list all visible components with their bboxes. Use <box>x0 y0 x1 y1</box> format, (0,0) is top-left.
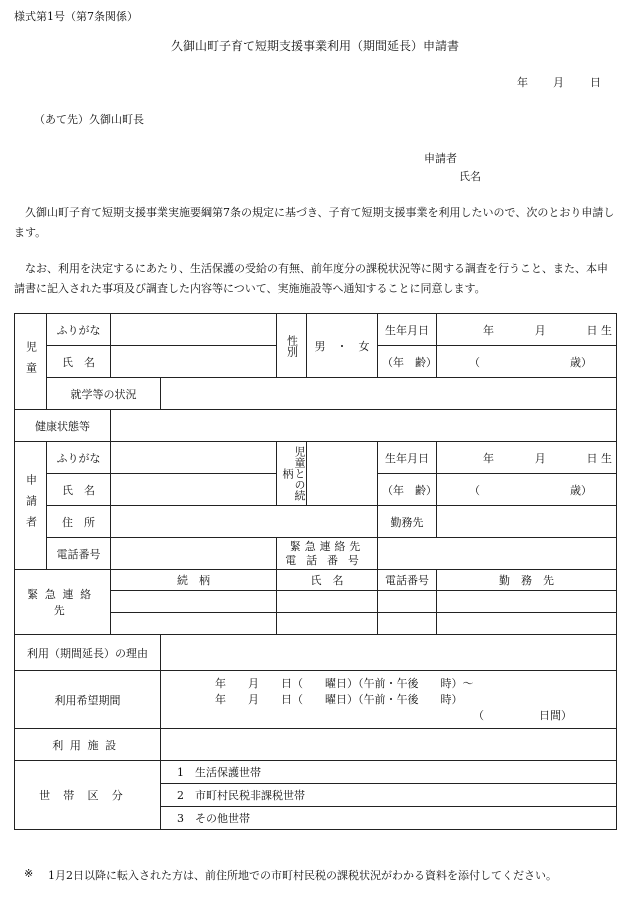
applicant-birth-month: 月 <box>534 451 546 465</box>
applicant-age-label: （年 齢） <box>378 474 437 506</box>
applicant-age-open: （ <box>469 483 480 497</box>
applicant-birth-label: 生年月日 <box>378 442 437 474</box>
emergency-col-relation: 続 柄 <box>111 570 277 591</box>
reason-label: 利用（期間延長）の理由 <box>15 635 161 671</box>
applicant-relation-label: 児童との続柄 <box>277 442 307 506</box>
addressee: （あて先）久御山町長 <box>34 113 144 126</box>
applicant-phone-label: 電話番号 <box>47 538 111 570</box>
household-option-1[interactable]: 1 生活保護世帯 <box>161 761 617 784</box>
applicant-section-label: 申請者 <box>15 442 47 570</box>
applicant-birth-day: 日 生 <box>586 451 612 465</box>
emergency-row1-phone[interactable] <box>378 591 437 613</box>
emergency-row2-phone[interactable] <box>378 613 437 635</box>
child-age-open: （ <box>469 355 480 369</box>
applicant-phone-field[interactable] <box>111 538 277 570</box>
facility-field[interactable] <box>161 729 617 761</box>
emergency-row1-relation[interactable] <box>111 591 277 613</box>
reason-field[interactable] <box>161 635 617 671</box>
child-age-close: 歳） <box>570 355 592 369</box>
emergency-col-name: 氏 名 <box>277 570 378 591</box>
footer-note-mark: ※ <box>24 867 34 880</box>
household-option-3[interactable]: 3 その他世帯 <box>161 807 617 830</box>
household-label: 世帯区分 <box>15 761 161 830</box>
child-age-field[interactable] <box>437 346 617 378</box>
child-birth-day: 日 生 <box>586 323 612 337</box>
applicant-furigana-label: ふりがな <box>47 442 111 474</box>
child-birth-field[interactable] <box>437 314 617 346</box>
period-line-end: 年 月 日（ 曜日）（午前・午後 時） <box>215 692 463 706</box>
applicant-name-label: 氏 名 <box>47 474 111 506</box>
applicant-address-label: 住 所 <box>47 506 111 538</box>
applicant-furigana-field[interactable] <box>111 442 277 474</box>
period-line-start: 年 月 日（ 曜日）（午前・午後 時）～ <box>215 676 474 690</box>
form-title: 久御山町子育て短期支援事業利用（期間延長）申請書 <box>170 39 459 53</box>
child-name-field[interactable] <box>111 346 277 378</box>
period-line-days: （ 日間） <box>473 708 572 722</box>
form-number: 様式第1号（第7条関係） <box>14 10 138 23</box>
child-sex-options[interactable]: 男 ・ 女 <box>307 314 378 378</box>
date-month: 月 <box>553 76 564 89</box>
applicant-relation-field[interactable] <box>307 442 378 506</box>
applicant-emergency-phone-field[interactable] <box>378 538 617 570</box>
child-name-label: 氏 名 <box>47 346 111 378</box>
emergency-row2-workplace[interactable] <box>437 613 617 635</box>
body-paragraph-1: 久御山町子育て短期支援事業実施要綱第7条の規定に基づき、子育て短期支援事業を利用したいので、次のとおり申請します。 <box>14 206 615 239</box>
applicant-address-field[interactable] <box>111 506 378 538</box>
applicant-name-field[interactable] <box>111 474 277 506</box>
applicant-workplace-field[interactable] <box>437 506 617 538</box>
household-option-2[interactable]: 2 市町村民税非課税世帯 <box>161 784 617 807</box>
emergency-section-label: 緊急連絡先 <box>15 570 111 635</box>
health-field[interactable] <box>111 410 617 442</box>
child-birth-year: 年 <box>483 323 494 337</box>
applicant-name-label: 氏名 <box>459 170 481 183</box>
child-furigana-label: ふりがな <box>47 314 111 346</box>
emergency-row1-workplace[interactable] <box>437 591 617 613</box>
applicant-label: 申請者 <box>424 152 457 165</box>
health-label: 健康状態等 <box>15 410 111 442</box>
child-sex-label: 性別 <box>277 314 307 378</box>
emergency-col-workplace: 勤 務 先 <box>437 570 617 591</box>
date-year: 年 <box>517 76 528 89</box>
emergency-col-phone: 電話番号 <box>378 570 437 591</box>
emergency-row2-relation[interactable] <box>111 613 277 635</box>
period-field[interactable] <box>161 671 617 729</box>
applicant-birth-year: 年 <box>483 451 494 465</box>
child-school-status-label: 就学等の状況 <box>47 378 161 410</box>
child-furigana-field[interactable] <box>111 314 277 346</box>
child-age-label: （年 齢） <box>378 346 437 378</box>
child-birth-month: 月 <box>534 323 546 337</box>
applicant-birth-field[interactable] <box>437 442 617 474</box>
body-paragraph-2: なお、利用を決定するにあたり、生活保護の受給の有無、前年度分の課税状況等に関する調査を行うこと、また、本申請書に記入された事項及び調査した内容等について、実施施設等へ通知することに同意します。 <box>14 262 608 295</box>
emergency-row2-name[interactable] <box>277 613 378 635</box>
application-form-table <box>14 313 617 830</box>
footer-note: 1月2日以降に転入された方は、前住所地での市町村民税の課税状況がわかる資料を添付してください。 <box>48 869 557 882</box>
emergency-row1-name[interactable] <box>277 591 378 613</box>
applicant-workplace-label: 勤務先 <box>378 506 437 538</box>
facility-label: 利用施設 <box>15 729 161 761</box>
period-label: 利用希望期間 <box>15 671 161 729</box>
child-birth-label: 生年月日 <box>378 314 437 346</box>
applicant-age-field[interactable] <box>437 474 617 506</box>
applicant-age-close: 歳） <box>570 483 592 497</box>
applicant-emergency-phone-label: 緊急連絡先 電話番号 <box>277 538 378 570</box>
child-school-status-field[interactable] <box>161 378 617 410</box>
date-day: 日 <box>590 76 601 89</box>
child-section-label: 児童 <box>15 314 47 410</box>
